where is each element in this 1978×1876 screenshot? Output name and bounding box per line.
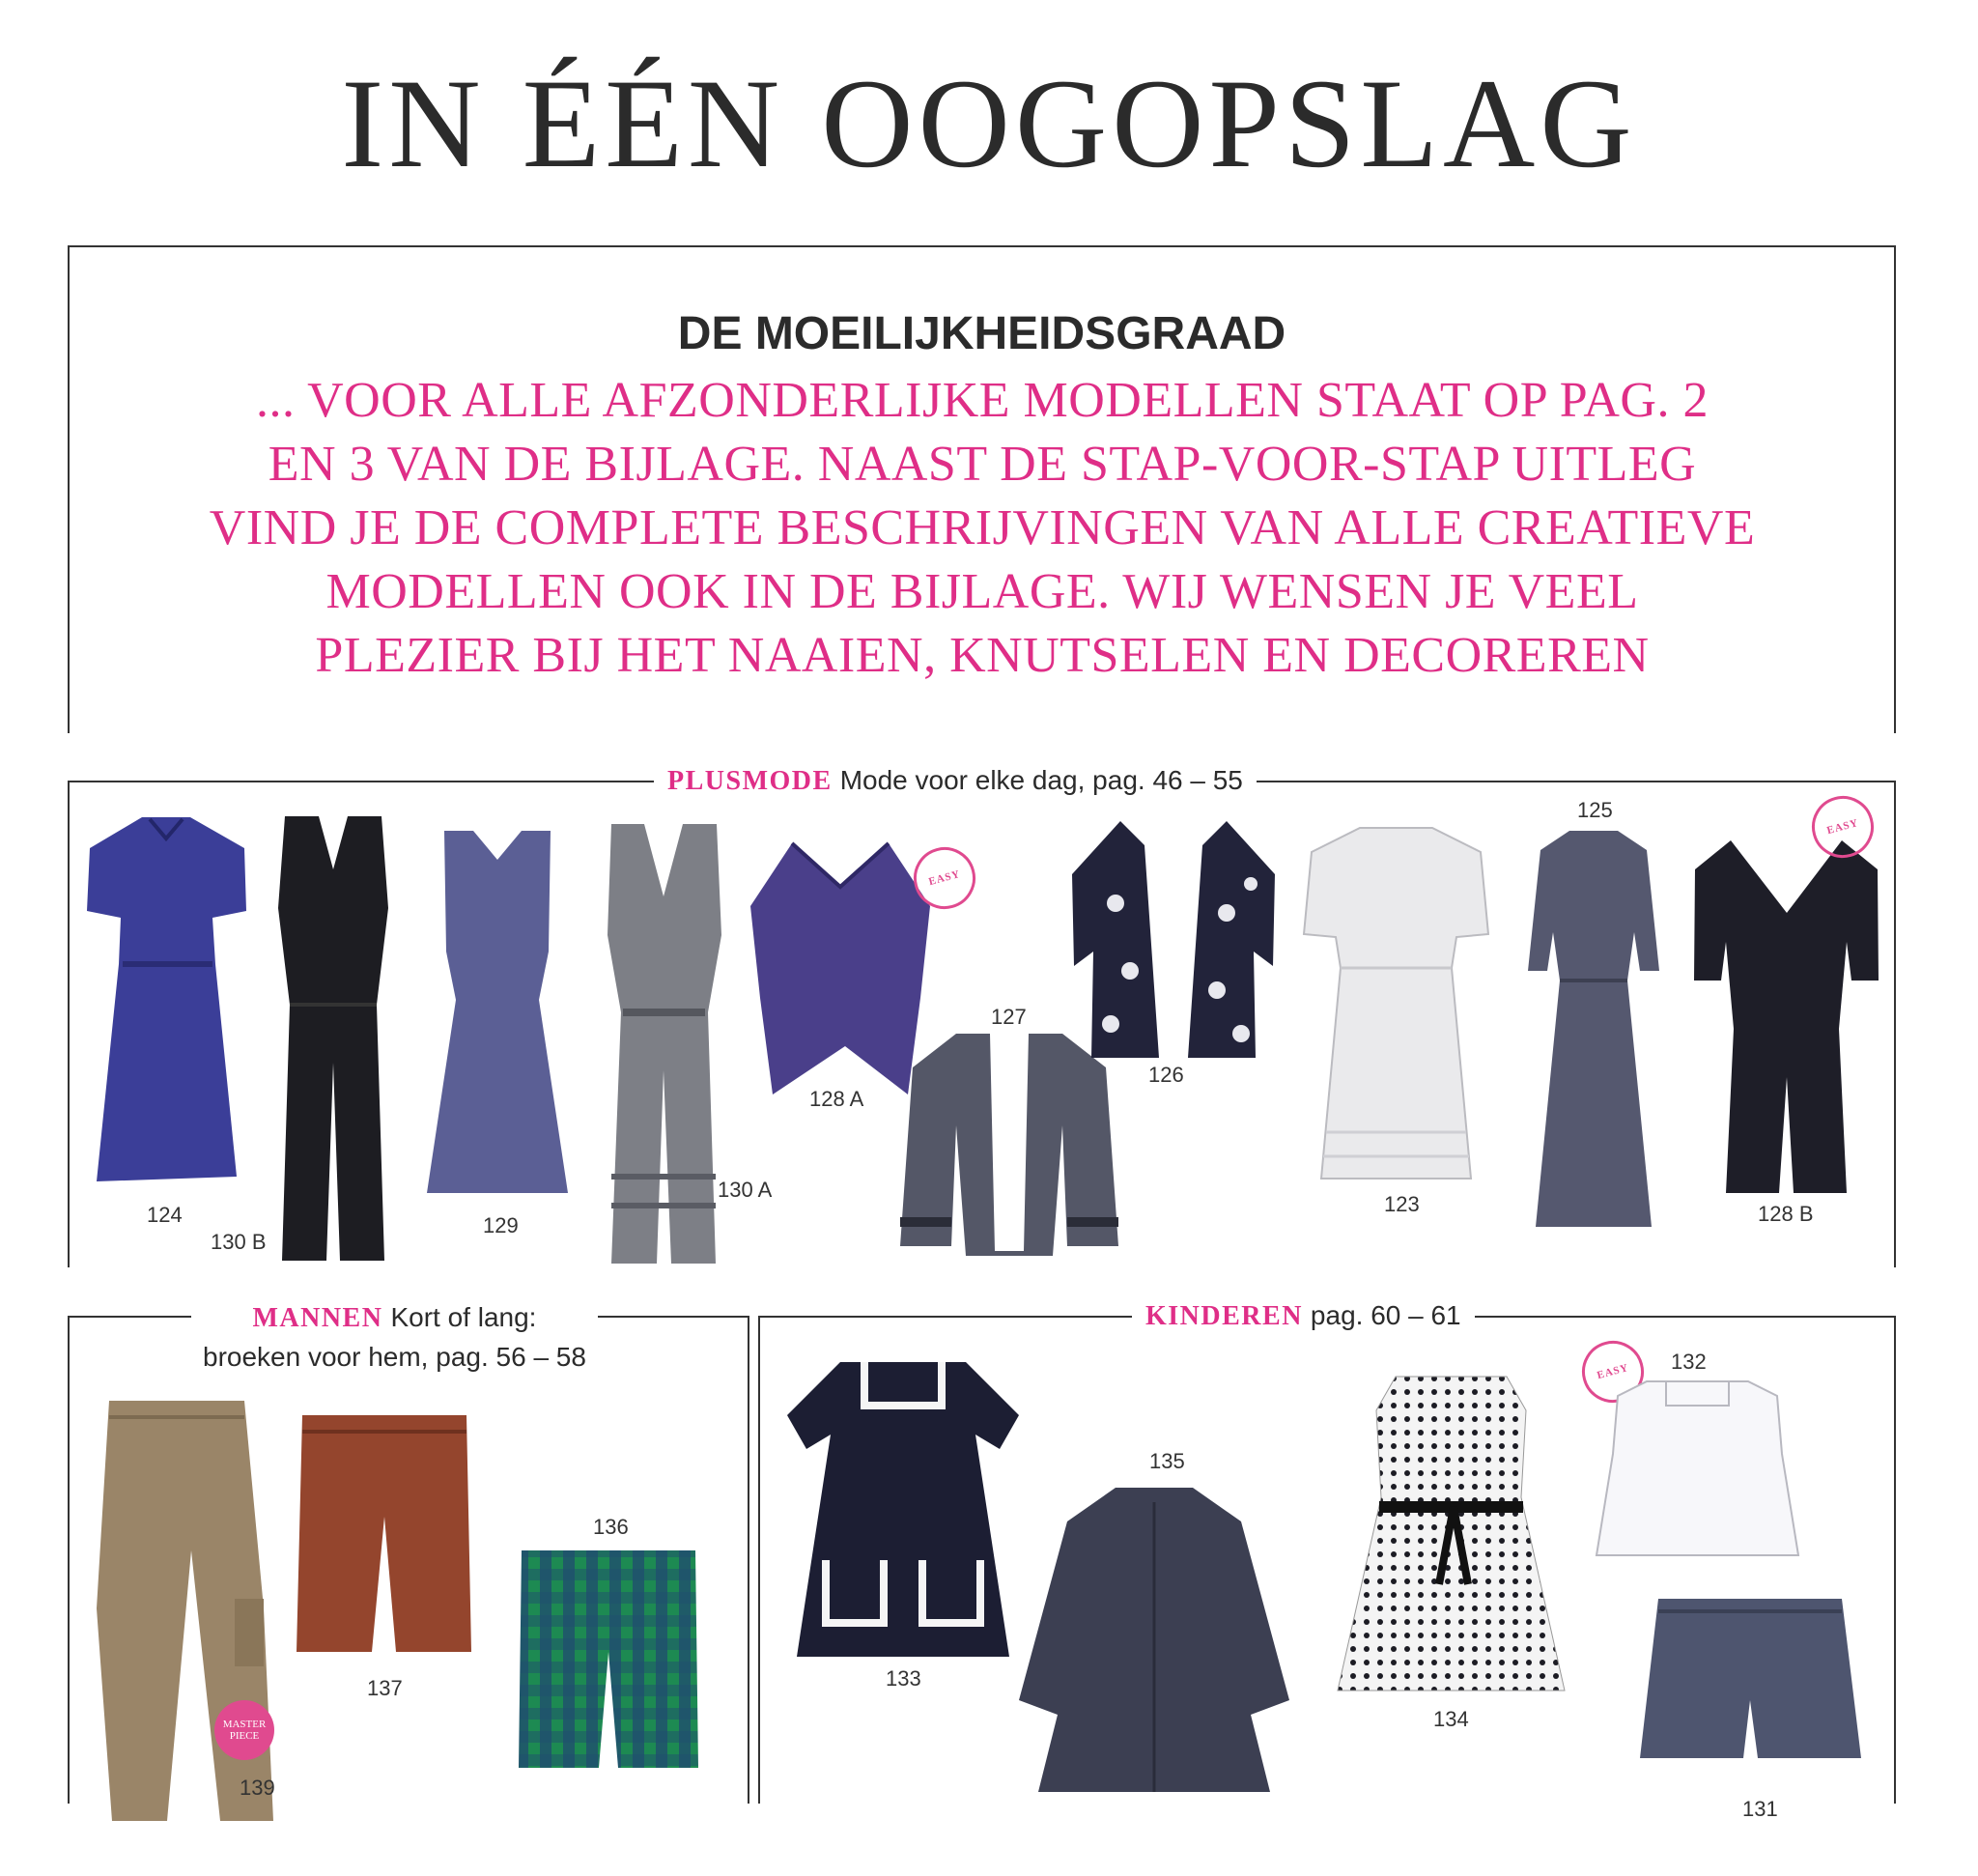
mannen-keyword: MANNEN	[252, 1303, 383, 1333]
garment-number: 125	[1577, 798, 1613, 822]
easy-badge: EASY	[907, 840, 982, 916]
garment-134-dress	[1333, 1372, 1569, 1695]
masterpiece-badge: MASTER PIECE	[214, 1700, 274, 1760]
plusmode-label	[654, 763, 1257, 799]
mannen-text-line2: broeken voor hem, pag. 56 – 58	[203, 1342, 586, 1372]
page-title: IN ÉÉN OOGOPSLAG	[341, 52, 1637, 194]
garment-number: 132	[1671, 1350, 1707, 1374]
garment-number: 126	[1148, 1063, 1184, 1087]
garment-number: 133	[886, 1666, 921, 1691]
garment-number: 136	[593, 1515, 629, 1539]
garment-number: 137	[367, 1676, 403, 1700]
garment-125-dress	[1526, 826, 1661, 1232]
garment-number: 124	[147, 1203, 183, 1227]
garment-number: 139	[240, 1776, 275, 1800]
garment-123-dress	[1302, 823, 1490, 1182]
intro-line: VIND JE DE COMPLETE BESCHRIJVINGEN VAN ALLE CREATIEVE	[209, 500, 1756, 555]
plusmode-keyword: PLUSMODE	[667, 766, 833, 796]
garment-126-kimono	[1072, 816, 1275, 1063]
intro-line: MODELLEN OOK IN DE BIJLAGE. WIJ WENSEN JE VEEL	[325, 564, 1639, 619]
garment-number: 130 B	[211, 1230, 267, 1254]
garment-130a-jumpsuit	[604, 819, 724, 1268]
garment-133-dress	[782, 1357, 1024, 1662]
garment-127-jacket	[898, 1029, 1120, 1261]
intro-line: ... VOOR ALLE AFZONDERLIJKE MODELLEN STAAT OP PAG. 2	[256, 373, 1709, 428]
garment-number: 128 B	[1758, 1202, 1814, 1226]
garment-number: 131	[1742, 1797, 1778, 1821]
garment-number: 130 A	[718, 1178, 773, 1202]
garment-135-coat	[1009, 1483, 1299, 1797]
garment-129-dress	[425, 826, 570, 1203]
garment-number: 135	[1149, 1449, 1185, 1473]
garment-137-shorts	[295, 1410, 473, 1662]
kinderen-keyword: KINDEREN	[1145, 1301, 1303, 1331]
garment-number: 127	[991, 1005, 1027, 1029]
intro-text	[127, 369, 1837, 688]
kinderen-label	[1132, 1298, 1475, 1334]
garment-number: 129	[483, 1213, 519, 1237]
mannen-text-line1: Kort of lang:	[390, 1302, 537, 1332]
intro-line: EN 3 VAN DE BIJLAGE. NAAST DE STAP-VOOR-STAP UITLEG	[268, 437, 1697, 492]
kinderen-text: pag. 60 – 61	[1310, 1300, 1461, 1330]
garment-136-shorts	[517, 1546, 700, 1773]
intro-line: PLEZIER BIJ HET NAAIEN, KNUTSELEN EN DECOREREN	[315, 628, 1650, 683]
intro-box	[68, 245, 1896, 733]
mannen-label	[191, 1298, 598, 1377]
garment-128b-jumpsuit	[1692, 836, 1880, 1198]
easy-badge: EASY	[1575, 1334, 1651, 1409]
garment-number: 123	[1384, 1192, 1420, 1216]
garment-124-dress	[82, 810, 251, 1191]
garment-132-top	[1594, 1377, 1801, 1560]
garment-number: 134	[1433, 1707, 1469, 1731]
garment-130b-jumpsuit	[270, 811, 396, 1265]
plusmode-text: Mode voor elke dag, pag. 46 – 55	[839, 765, 1243, 795]
garment-139-trousers	[95, 1396, 288, 1826]
garment-131-shorts	[1637, 1594, 1864, 1768]
easy-badge: EASY	[1805, 789, 1880, 865]
intro-heading: DE MOEILIJKHEIDSGRAAD	[677, 308, 1286, 359]
garment-number: 128 A	[809, 1087, 864, 1111]
